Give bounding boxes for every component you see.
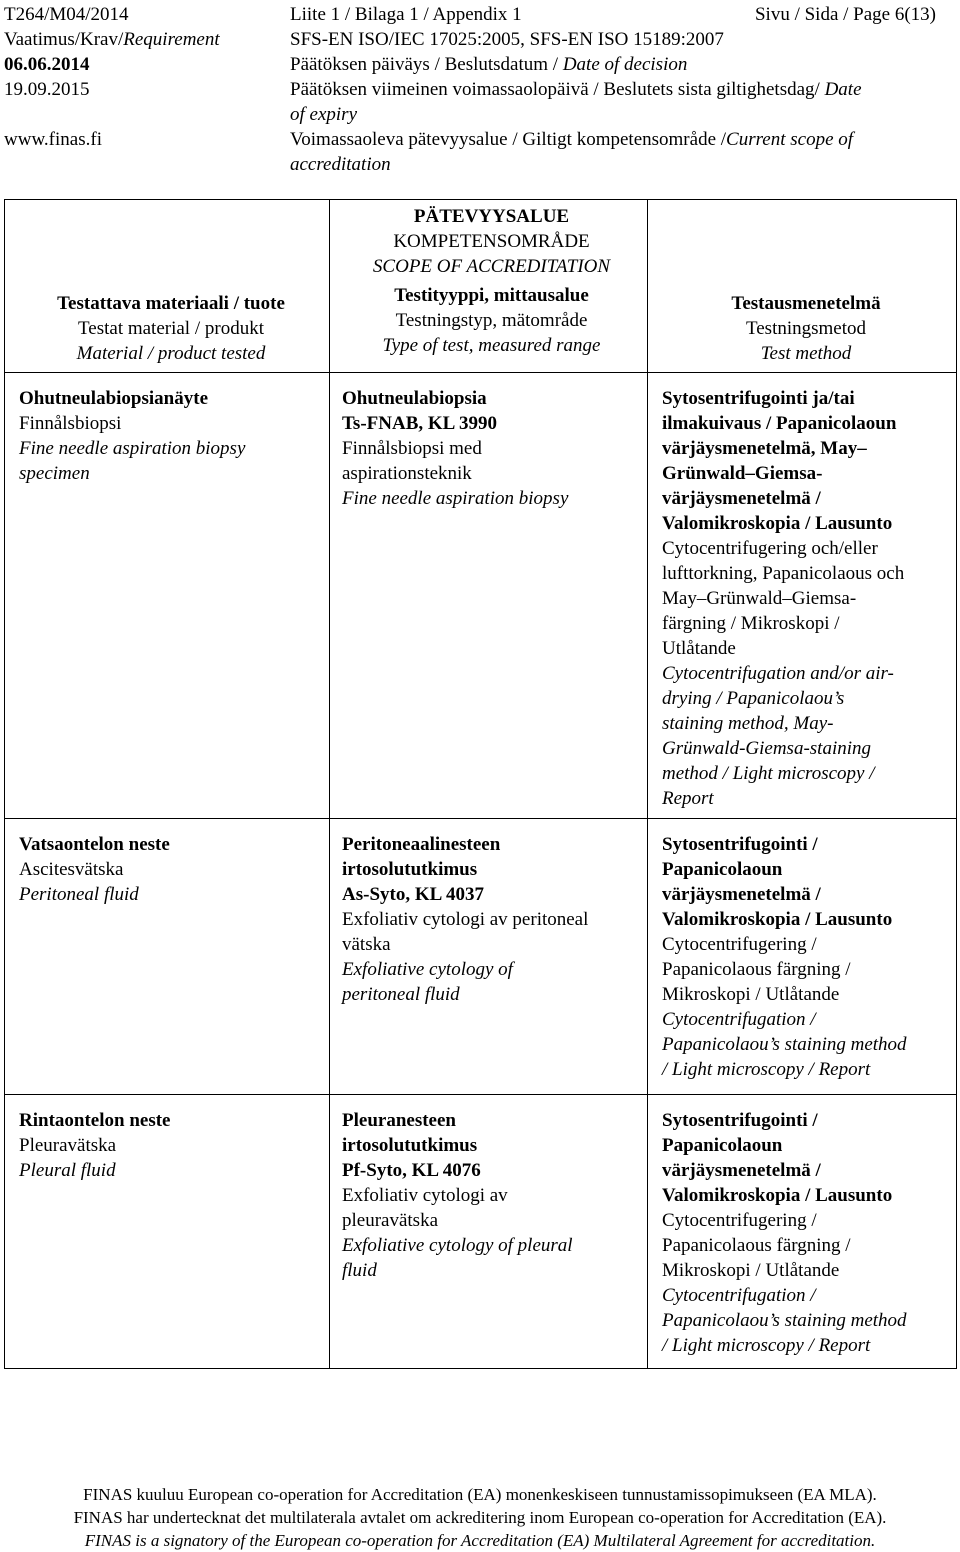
scope-label-fi: Voimassaoleva pätevyysalue / Giltigt kompetensområde / (290, 129, 727, 150)
expiry-date-label-en-cont: of expiry (290, 104, 358, 125)
test-type-cell (330, 373, 648, 819)
header-test-method-sv: Testningsmetod (745, 318, 867, 339)
test-fi: Peritoneaalinesteen (342, 834, 501, 855)
method-fi-line: ilmakuivaus / Papanicolaoun (662, 413, 897, 434)
material-fi: Rintaontelon neste (19, 1110, 171, 1131)
method-sv-line: Papanicolaous färgning / (662, 959, 851, 980)
material-fi: Ohutneulabiopsianäyte (19, 388, 208, 409)
method-sv-line: May–Grünwald–Giemsa- (662, 588, 857, 609)
material-sv: Pleuravätska (19, 1135, 117, 1156)
method-en-line: / Light microscopy / Report (662, 1335, 871, 1356)
method-sv-line: Papanicolaous färgning / (662, 1235, 851, 1256)
method-en-line: / Light microscopy / Report (662, 1059, 871, 1080)
scope-title-fi: PÄTEVYYSALUE (413, 206, 570, 227)
test-en: Exfoliative cytology of pleural (342, 1235, 573, 1256)
header-material-sv: Testat material / produkt (78, 318, 264, 339)
test-sv: Finnålsbiopsi med (342, 438, 482, 459)
footer-mla-fi: FINAS kuuluu European co-operation for Accreditation (EA) monenkeskiseen tunnustamissopimukseen (EA MLA). (83, 1485, 877, 1504)
method-fi-line: Papanicolaoun (662, 1135, 783, 1156)
method-en-line: Grünwald-Giemsa-staining (662, 738, 871, 759)
header-row-2 (4, 27, 956, 52)
test-sv-cont: aspirationsteknik (342, 463, 472, 484)
method-sv-line: Utlåtande (662, 638, 736, 659)
test-type-cell (330, 819, 648, 1095)
table-row (5, 819, 957, 1095)
material-sv: Ascitesvätska (19, 859, 124, 880)
page-number: Sivu / Sida / Page 6(13) (754, 4, 936, 25)
method-sv-line: Mikroskopi / Utlåtande (662, 1260, 840, 1281)
scope-label (290, 127, 853, 152)
material-fi: Vatsaontelon neste (19, 834, 170, 855)
method-fi-line: Sytosentrifugointi ja/tai (662, 388, 855, 409)
decision-date-label-en: Date of decision (562, 54, 688, 75)
scope-label-en: Current scope of (726, 129, 854, 150)
header-material-fi: Testattava materiaali / tuote (57, 293, 285, 314)
method-fi-line: värjäysmenetelmä, May– (662, 438, 867, 459)
test-sv-cont: pleuravätska (342, 1210, 439, 1231)
expiry-date: 19.09.2015 (4, 79, 90, 100)
header-row-5 (4, 127, 956, 152)
material-en: Peritoneal fluid (19, 884, 139, 905)
method-sv-line: Mikroskopi / Utlåtande (662, 984, 840, 1005)
decision-date-label-fi: Päätöksen päiväys / Beslutsdatum / (290, 54, 563, 75)
requirement-standards: SFS-EN ISO/IEC 17025:2005, SFS-EN ISO 15189:2007 (290, 29, 724, 50)
method-en-line: method / Light microscopy / (662, 763, 875, 784)
method-fi-line: Grünwald–Giemsa- (662, 463, 823, 484)
finas-website[interactable]: www.finas.fi (4, 129, 102, 150)
method-fi-line: Valomikroskopia / Lausunto (662, 513, 893, 534)
method-sv-line: Cytocentrifugering / (662, 1210, 817, 1231)
method-sv-line: färgning / Mikroskopi / (662, 613, 840, 634)
material-cell (5, 373, 330, 819)
decision-date: 06.06.2014 (4, 54, 90, 75)
test-en-cont: fluid (342, 1260, 377, 1281)
test-code: Pf-Syto, KL 4076 (342, 1160, 481, 1181)
method-fi-line: värjäysmenetelmä / (662, 488, 821, 509)
test-method-cell (648, 373, 957, 819)
method-en-line: staining method, May- (662, 713, 834, 734)
expiry-date-label-en: Date (824, 79, 862, 100)
table-row (5, 1095, 957, 1369)
header-row-3 (4, 52, 956, 77)
scope-label-en-cont: accreditation (290, 154, 391, 175)
test-type-cell (330, 1095, 648, 1369)
test-en: Fine needle aspiration biopsy (342, 488, 569, 509)
header-test-type (330, 200, 648, 373)
test-fi: Pleuranesteen (342, 1110, 456, 1131)
method-en-line: Papanicolaou’s staining method (662, 1310, 907, 1331)
method-fi-line: värjäysmenetelmä / (662, 1160, 821, 1181)
test-method-cell (648, 1095, 957, 1369)
material-sv: Finnålsbiopsi (19, 413, 122, 434)
method-sv-line: Cytocentrifugering och/eller (662, 538, 878, 559)
method-fi-line: Sytosentrifugointi / (662, 834, 818, 855)
header-test-type-en: Type of test, measured range (382, 335, 601, 356)
header-test-method-en: Test method (760, 343, 852, 364)
method-en-line: Report (662, 788, 714, 809)
header-row-4 (4, 77, 956, 102)
header-row-5b (4, 152, 956, 177)
scope-table (4, 199, 957, 1369)
header-material-en: Material / product tested (76, 343, 266, 364)
header-test-method (648, 200, 957, 373)
test-sv: Exfoliativ cytologi av peritoneal (342, 909, 589, 930)
test-code: Ts-FNAB, KL 3990 (342, 413, 498, 434)
header-row-1 (4, 2, 956, 27)
header-test-type-fi: Testityyppi, mittausalue (394, 285, 589, 306)
table-header-row (5, 200, 957, 373)
method-en-line: Cytocentrifugation and/or air- (662, 663, 894, 684)
material-en: Fine needle aspiration biopsy (19, 438, 246, 459)
requirement-label (4, 27, 220, 52)
material-cell (5, 819, 330, 1095)
expiry-date-label-fi: Päätöksen viimeinen voimassaolopäivä / Beslutets sista giltighetsdag/ (290, 79, 825, 100)
method-fi-line: Valomikroskopia / Lausunto (662, 909, 893, 930)
material-cell (5, 1095, 330, 1369)
scope-title-en: SCOPE OF ACCREDITATION (372, 256, 611, 277)
footer-mla-en: FINAS is a signatory of the European co-operation for Accreditation (EA) Multilateral Agreement for accreditation. (84, 1531, 876, 1550)
method-en-line: Papanicolaou’s staining method (662, 1034, 907, 1055)
header-test-type-sv: Testningstyp, mätområde (395, 310, 588, 331)
expiry-date-label (290, 77, 862, 102)
requirement-label-fi: Vaatimus/Krav/ (4, 29, 124, 50)
table-row (5, 373, 957, 819)
decision-date-label (290, 52, 687, 77)
test-en-cont: peritoneal fluid (342, 984, 460, 1005)
scope-title-sv: KOMPETENSOMRÅDE (393, 231, 590, 252)
method-fi-line: Valomikroskopia / Lausunto (662, 1185, 893, 1206)
method-en-line: drying / Papanicolaou’s (662, 688, 845, 709)
material-en: Pleural fluid (19, 1160, 116, 1181)
test-en: Exfoliative cytology of (342, 959, 513, 980)
test-fi-cont: irtosolututkimus (342, 1135, 478, 1156)
test-sv: Exfoliativ cytologi av (342, 1185, 508, 1206)
document-code: T264/M04/2014 (4, 4, 129, 25)
test-method-cell (648, 819, 957, 1095)
method-fi-line: Papanicolaoun (662, 859, 783, 880)
method-sv-line: Cytocentrifugering / (662, 934, 817, 955)
header-row-4b (4, 102, 956, 127)
requirement-label-en: Requirement (123, 29, 220, 50)
test-sv-cont: vätska (342, 934, 391, 955)
method-fi-line: Sytosentrifugointi / (662, 1110, 818, 1131)
test-fi-cont: irtosolututkimus (342, 859, 478, 880)
appendix-label: Liite 1 / Bilaga 1 / Appendix 1 (290, 4, 522, 25)
footer-mla-sv: FINAS har undertecknat det multilaterala avtalet om ackreditering inom European co-operation for Accreditation (EA). (73, 1508, 887, 1527)
method-fi-line: värjäysmenetelmä / (662, 884, 821, 905)
header-material (5, 200, 330, 373)
test-code: As-Syto, KL 4037 (342, 884, 484, 905)
test-fi: Ohutneulabiopsia (342, 388, 487, 409)
method-sv-line: lufttorkning, Papanicolaous och (662, 563, 905, 584)
header-test-method-fi: Testausmenetelmä (731, 293, 881, 314)
method-en-line: Cytocentrifugation / (662, 1009, 816, 1030)
method-en-line: Cytocentrifugation / (662, 1285, 816, 1306)
material-en-cont: specimen (19, 463, 90, 484)
